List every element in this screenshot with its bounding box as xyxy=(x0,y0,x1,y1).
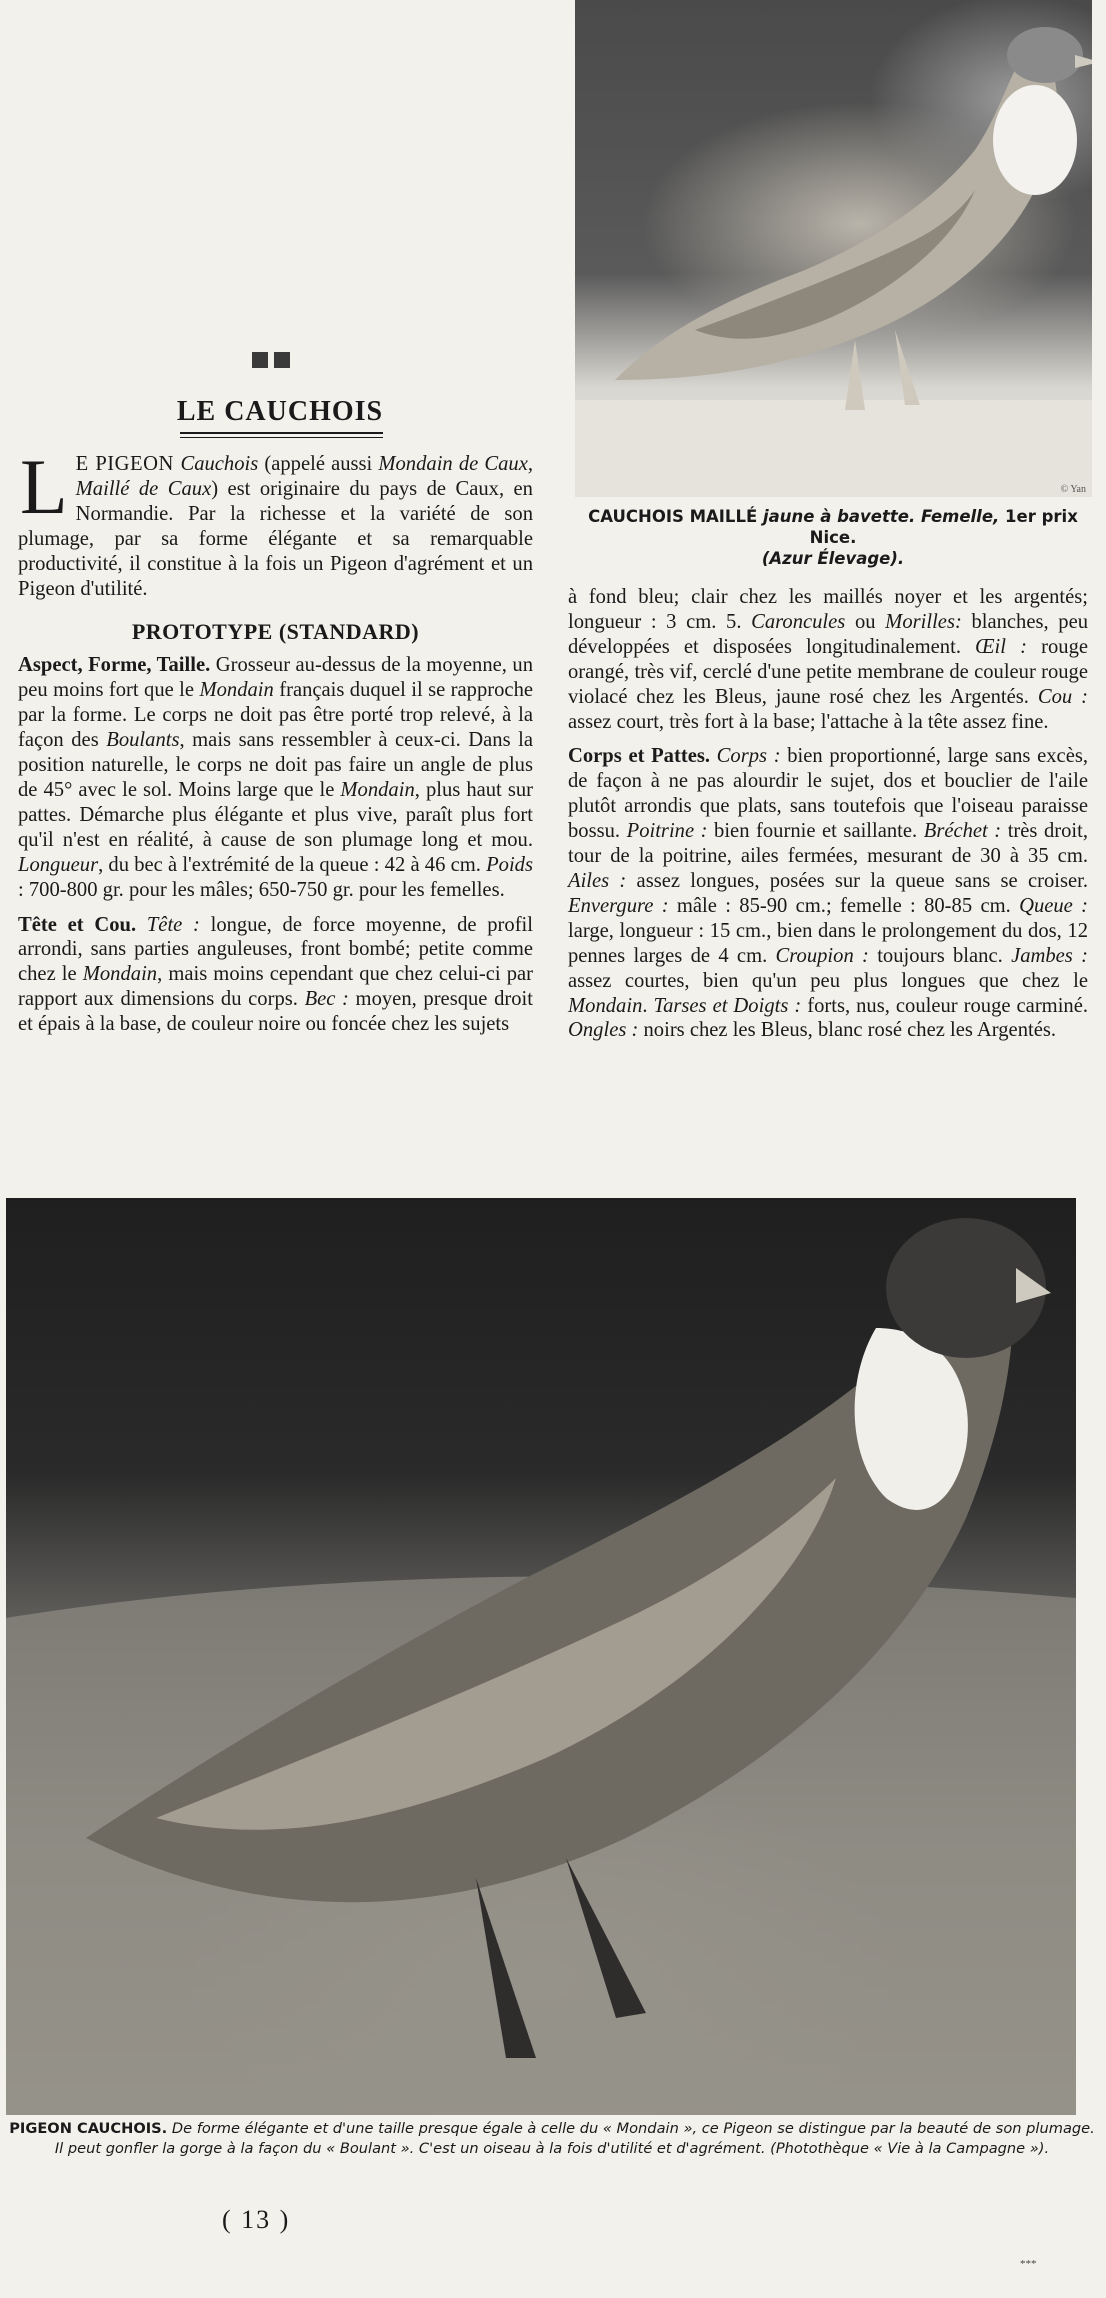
caption-lead: PIGEON CAUCHOIS. xyxy=(9,2120,168,2137)
caption-lead: CAUCHOIS MAILLÉ xyxy=(588,507,758,526)
caption-prize: 1er prix Nice. xyxy=(809,507,1078,547)
photo-credit: © Yan xyxy=(1060,484,1086,495)
drop-cap: L xyxy=(20,443,68,530)
photo-big-pigeon xyxy=(6,1198,1076,2115)
left-column xyxy=(18,443,534,1037)
title-underline-thin xyxy=(180,437,383,438)
section-heading: PROTOTYPE (STANDARD) xyxy=(131,619,420,645)
tete-continued-paragraph: à fond bleu; clair chez les maillés noyer et les argentés; longueur : 3 cm. 5. Caroncules ou Morilles: blanches, peu développées et disposées longitudinalement. Œil : rouge orangé, très vif, cerclé d'une petite membrane de couleur rouge violacé chez les Bleus, jaune rosé chez les Argentés. Cou : assez court, très fort à la base; l'attache à la tête assez fine. xyxy=(568,586,1089,733)
pigeon-illustration-top xyxy=(575,0,1092,497)
caption-italic: jaune à bavette. Femelle, xyxy=(762,507,1000,526)
pigeon-illustration-big xyxy=(6,1198,1076,2115)
corps-paragraph: Corps et Pattes. Corps : bien proportionné, large sans excès, de façon à ne pas alourdir le sujet, dos et bouclier de l'aile plutôt arrondis que plats, sans toutefois que l'oiseau paraisse bossu. Poitrine : bien fournie et saillante. Bréchet : très droit, tour de la poitrine, ailes fermées, mesurant de 30 à 35 cm. Ailes : assez longues, posées sur la queue sans se croiser. Envergure : mâle : 85-90 cm.; femelle : 80-85 cm. Queue : large, longueur : 15 cm., bien dans le prolongement du dos, 12 pennes larges de 4 cm. Croupion : toujours blanc. Jambes : assez courtes, bien qu'un peu plus longues que chez le Mondain. Tarses et Doigts : forts, nus, couleur rouge carminé. Ongles : noirs chez les Bleus, blanc rosé chez les Argentés. xyxy=(568,745,1089,1042)
right-column xyxy=(568,585,1088,1043)
title-underline xyxy=(180,432,383,434)
tete-paragraph: Tête et Cou. Tête : longue, de force moyenne, de profil arrondi, sans parties anguleuses, front bombé; petite comme chez le Mondain, mais moins cependant que chez celui-ci par rapport aux dimensions du corps. Bec : moyen, presque droit et épais à la base, de couleur noire ou foncée chez les sujets xyxy=(18,913,533,1036)
photo-top-caption xyxy=(568,506,1098,569)
footer-mark: *** xyxy=(1020,2258,1037,2270)
page-number: ( 13 ) xyxy=(222,2205,291,2234)
caption-text: De forme élégante et d'une taille presque égale à celle du « Mondain », ce Pigeon se distingue par la beauté de son plumage. Il peut gonfler la gorge à la façon du « Boulant ». C'est un oiseau à la fois d'utilité et d'agrément. (Photothèque « Vie à la Campagne »). xyxy=(54,2120,1095,2157)
intro-paragraph: L E PIGEON Cauchois (appelé aussi Mondain de Caux, Maillé de Caux) est originaire du pays de Caux, en Normandie. Par la richesse et la variété de son plumage, par sa forme élégante et sa remarquable productivité, il constitue à la fois un Pigeon d'agrément et un Pigeon d'utilité. xyxy=(18,443,533,600)
ornament-square xyxy=(252,352,268,368)
title-ornament xyxy=(252,352,290,368)
page-title: LE CAUCHOIS xyxy=(176,396,384,427)
photo-big-caption xyxy=(6,2119,1098,2159)
caption-line2: (Azur Élevage). xyxy=(761,549,905,568)
aspect-paragraph: Aspect, Forme, Taille. Grosseur au-dessus de la moyenne, un peu moins fort que le Mondain français duquel il se rapproche par la forme. Le corps ne doit pas être porté trop relevé, à la façon des Boulants, mais sans ressembler à ceux-ci. Dans la position naturelle, le corps ne doit pas faire un angle de plus de 45° avec le sol. Moins large que le Mondain, plus haut sur pattes. Démarche plus élégante et plus vive, paraît plus fort qu'il n'est en réalité, à cause de son plumage long et mou. Longueur, du bec à l'extrémité de la queue : 42 à 46 cm. Poids : 700-800 gr. pour les mâles; 650-750 gr. pour les femelles. xyxy=(18,654,534,901)
photo-top-pigeon xyxy=(575,0,1092,497)
ornament-square xyxy=(274,352,290,368)
